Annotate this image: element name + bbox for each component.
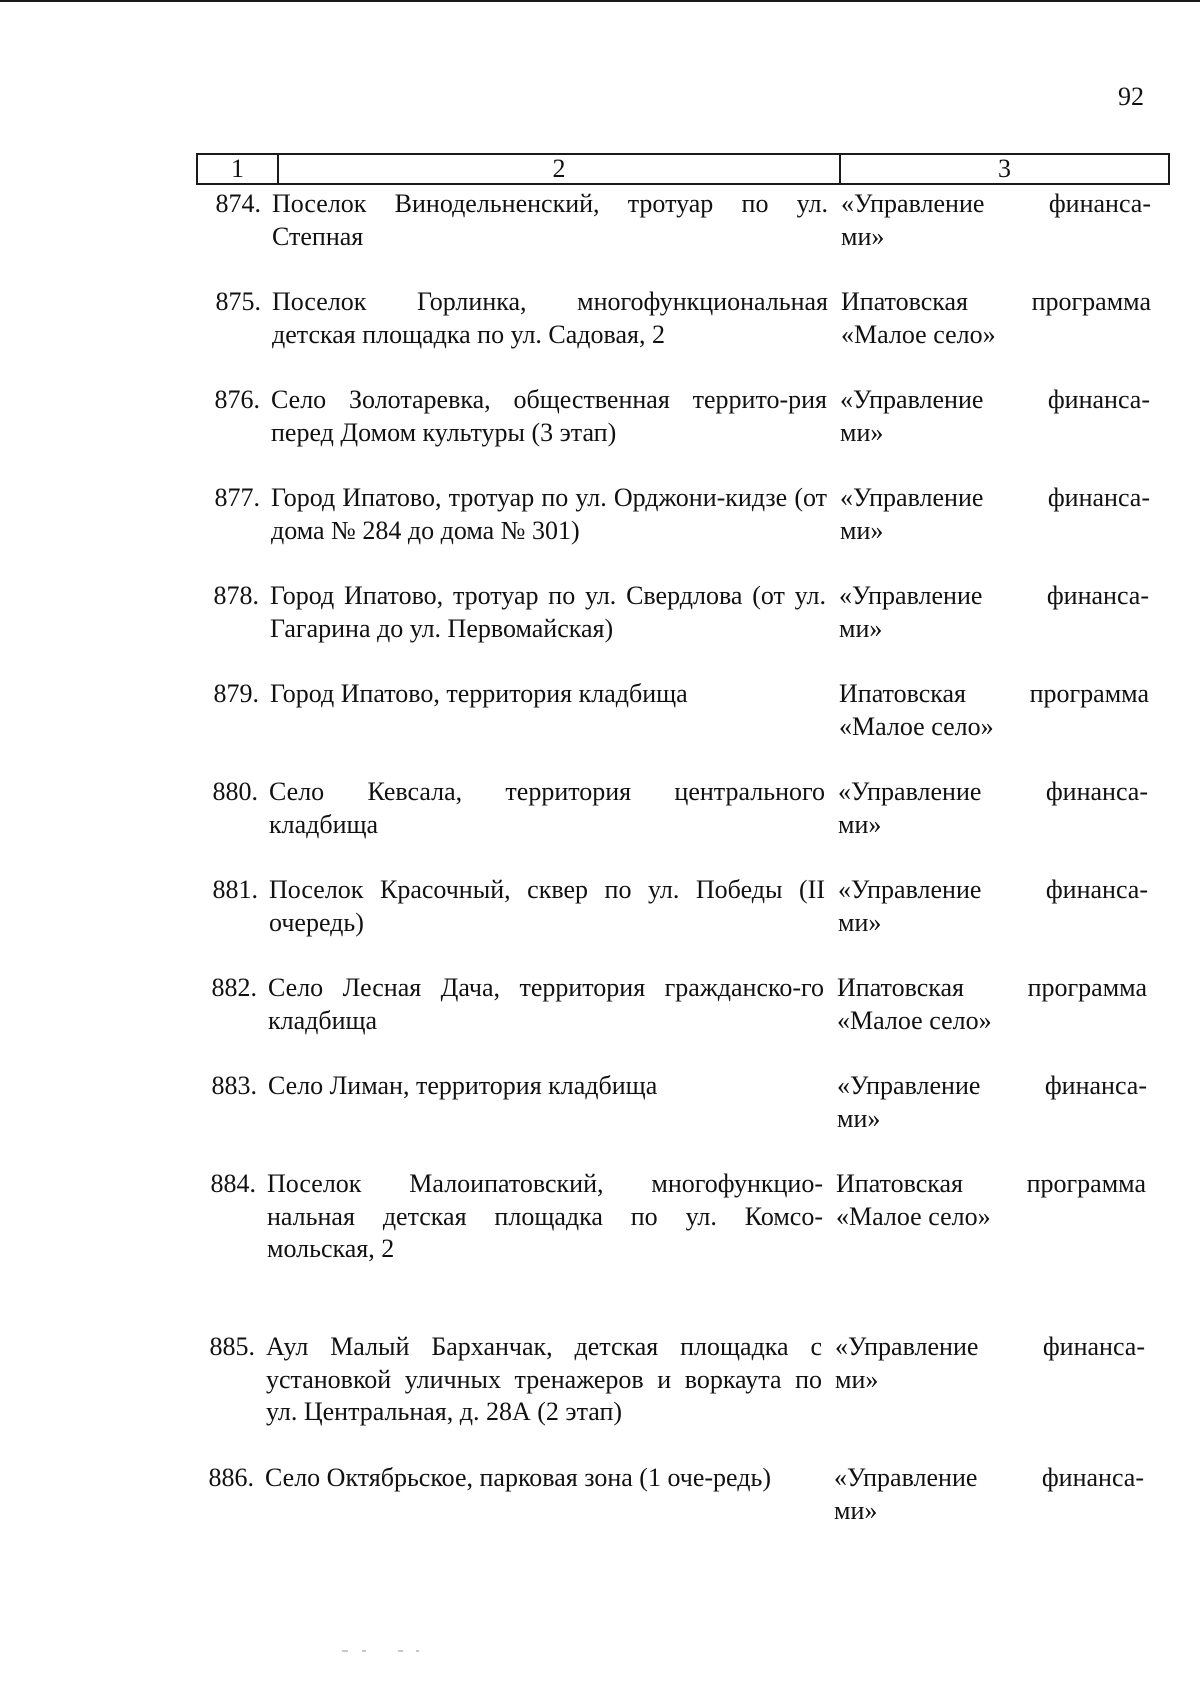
- funding-line: «Управление финанса-: [840, 385, 1150, 414]
- funding-line: «Управление финанса-: [835, 1332, 1145, 1361]
- row-description: Село Кевсала, территория центрального кладбища: [269, 777, 825, 839]
- funding-line: «Управление финанса-: [838, 875, 1148, 904]
- funding-line: ми»: [838, 809, 882, 839]
- funding-line: ми»: [841, 221, 885, 251]
- row-number: 879.: [213, 679, 259, 708]
- row-funding: [840, 482, 1150, 547]
- table-row: [201, 188, 1161, 288]
- table-row: [194, 1462, 1154, 1562]
- row-funding: [841, 286, 1151, 351]
- row-funding: [839, 678, 1149, 743]
- row-description: Аул Малый Барханчак, детская площадка с установкой уличных тренажеров и воркаута по ул. Центральная, д. 28А (2 этап): [266, 1332, 822, 1426]
- scan-speck: [398, 1650, 403, 1652]
- row-number: 885.: [209, 1332, 255, 1361]
- row-number: 874.: [215, 189, 261, 218]
- funding-line: «Малое село»: [837, 1005, 992, 1035]
- funding-line: «Малое село»: [836, 1201, 991, 1231]
- table-row: [200, 482, 1160, 582]
- funding-line: «Управление финанса-: [834, 1463, 1144, 1492]
- row-funding: [839, 580, 1149, 645]
- table-row: [198, 776, 1158, 876]
- funding-line: ми»: [839, 613, 883, 643]
- funding-line: «Управление финанса-: [838, 777, 1148, 806]
- scan-speck: [416, 1650, 419, 1652]
- row-description: Поселок Красочный, сквер по ул. Победы (II очередь): [269, 875, 825, 937]
- funding-line: Ипатовская программа: [841, 287, 1151, 316]
- row-funding: [840, 384, 1150, 449]
- funding-line: ми»: [837, 1103, 881, 1133]
- row-number: 880.: [212, 777, 258, 806]
- row-description: Город Ипатово, территория кладбища: [270, 679, 688, 708]
- row-number: 881.: [212, 875, 258, 904]
- funding-line: ми»: [838, 907, 882, 937]
- funding-line: Ипатовская программа: [837, 973, 1147, 1002]
- row-description: Город Ипатово, тротуар по ул. Орджони-кидзе (от дома № 284 до дома № 301): [271, 483, 827, 545]
- table-row: [201, 286, 1161, 386]
- table-row: [200, 384, 1160, 484]
- funding-line: Ипатовская программа: [839, 679, 1149, 708]
- row-funding: [837, 1070, 1147, 1135]
- funding-line: «Малое село»: [839, 711, 994, 741]
- funding-line: «Управление финанса-: [837, 1071, 1147, 1100]
- table-row: [198, 874, 1158, 974]
- row-number: 886.: [208, 1463, 254, 1492]
- row-funding: [838, 874, 1148, 939]
- row-funding: [834, 1462, 1144, 1527]
- funding-line: ми»: [840, 417, 884, 447]
- row-funding: [838, 776, 1148, 841]
- row-description: Село Золотаревка, общественная террито-рия перед Домом культуры (3 этап): [271, 385, 827, 447]
- column-header-3: 3: [998, 154, 1011, 183]
- funding-line: «Малое село»: [841, 319, 996, 349]
- row-funding: [841, 188, 1151, 253]
- row-number: 884.: [210, 1169, 256, 1198]
- table-row: [197, 1070, 1157, 1170]
- row-number: 882.: [211, 973, 257, 1002]
- row-number: 877.: [214, 483, 260, 512]
- funding-line: ми»: [835, 1364, 879, 1394]
- funding-line: «Управление финанса-: [840, 483, 1150, 512]
- row-description: Село Октябрьское, парковая зона (1 оче-редь): [265, 1463, 771, 1492]
- row-description: Поселок Малоипатовский, многофункцио-нальная детская площадка по ул. Комсо-мольская, 2: [267, 1169, 823, 1263]
- funding-line: Ипатовская программа: [836, 1169, 1146, 1198]
- column-header-2: 2: [279, 155, 841, 183]
- row-description: Город Ипатово, тротуар по ул. Свердлова (от ул. Гагарина до ул. Первомайская): [270, 581, 826, 643]
- funding-line: ми»: [834, 1495, 878, 1525]
- table-row: [199, 580, 1159, 680]
- row-description: Поселок Винодельненский, тротуар по ул. Степная: [272, 189, 828, 251]
- scan-speck: [362, 1650, 366, 1652]
- row-description: Поселок Горлинка, многофункциональная детская площадка по ул. Садовая, 2: [272, 287, 828, 349]
- row-number: 875.: [215, 287, 261, 316]
- funding-line: «Управление финанса-: [841, 189, 1151, 218]
- column-header-1: 1: [198, 155, 279, 183]
- row-description: Село Лиман, территория кладбища: [268, 1071, 658, 1100]
- table-row: [196, 1168, 1156, 1268]
- row-funding: [836, 1168, 1146, 1233]
- page-number: 92: [1118, 82, 1144, 111]
- table-row: [197, 972, 1157, 1072]
- scan-speck: [342, 1650, 348, 1652]
- row-description: Село Лесная Дача, территория гражданско-го кладбища: [268, 973, 824, 1035]
- row-number: 876.: [214, 385, 260, 414]
- funding-line: «Управление финанса-: [839, 581, 1149, 610]
- row-funding: [837, 972, 1147, 1037]
- row-funding: [835, 1331, 1145, 1396]
- table-row: [195, 1331, 1155, 1431]
- table-row: [199, 678, 1159, 778]
- row-number: 878.: [213, 581, 259, 610]
- row-number: 883.: [211, 1071, 257, 1100]
- funding-line: ми»: [840, 515, 884, 545]
